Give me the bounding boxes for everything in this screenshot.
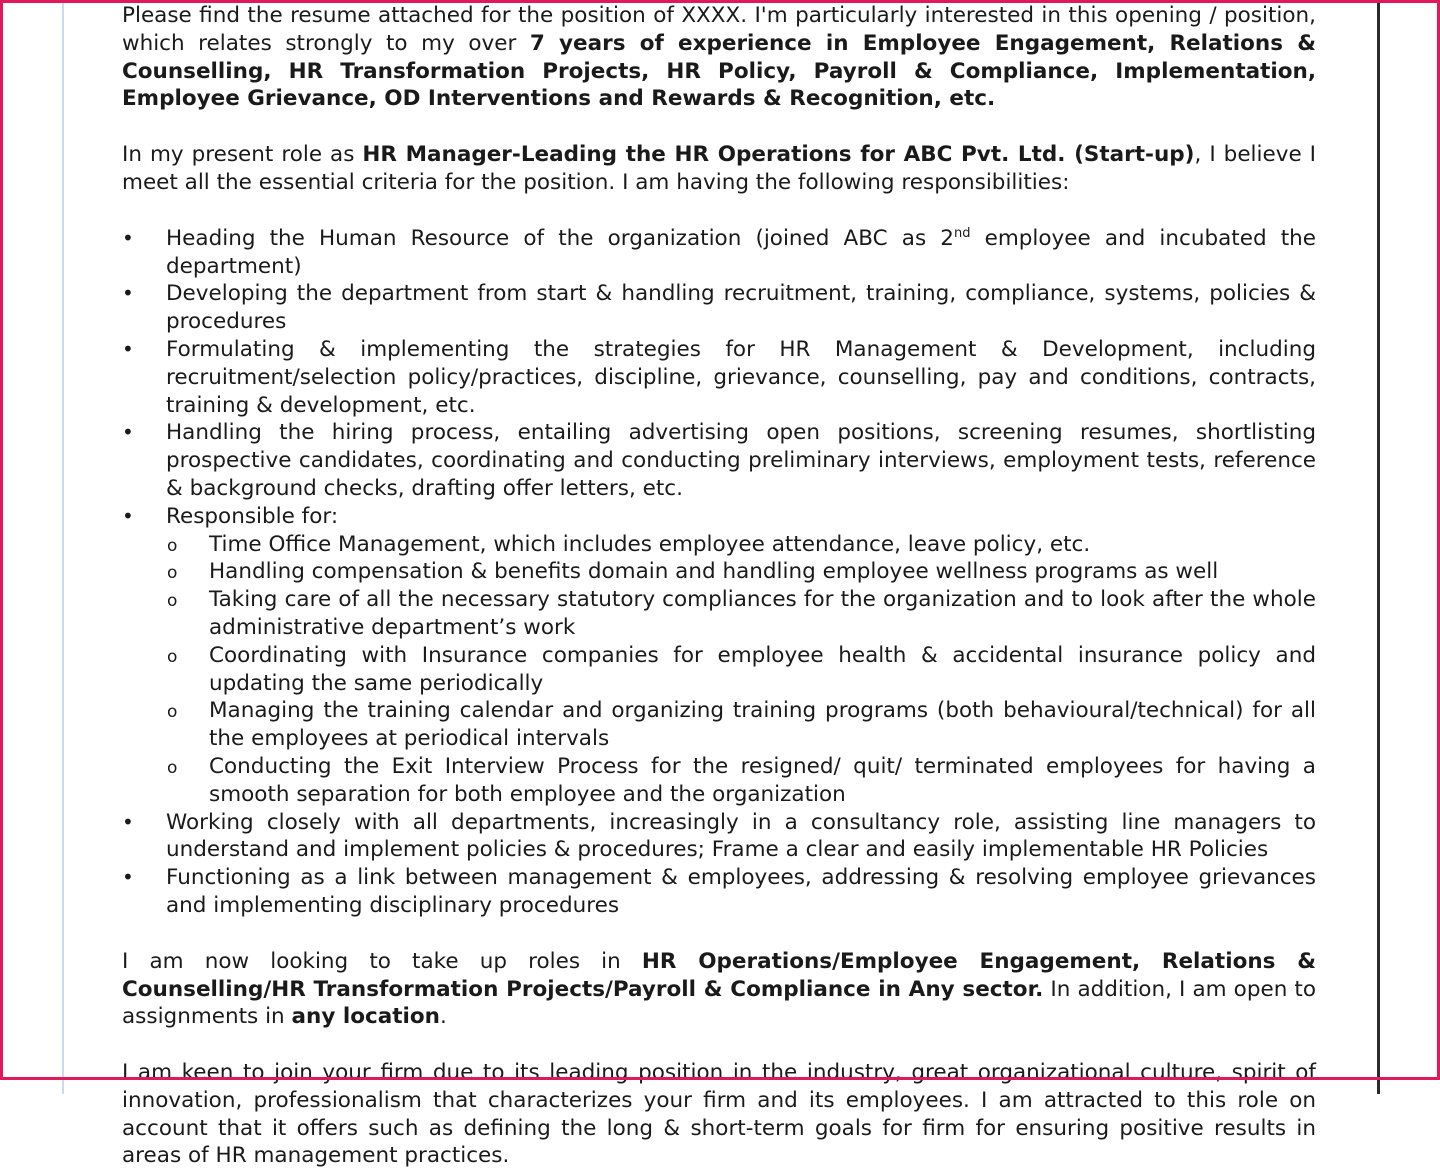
- intro-text: Please find the resume attached for the position of XXXX. I'm particularly interested in this opening / position, which relates strongly to my over: [122, 3, 1316, 56]
- list-item-text: employee and incubated the department): [166, 225, 1316, 279]
- list-item: • Functioning as a link between management & employees, addressing & resolving employee grievances and implementing disciplinary procedures: [122, 864, 1316, 920]
- experience-highlight: 7 years of experience in Employee Engagement, Relations & Counselling, HR Transformation Projects, HR Policy, Payroll & Compliance, Implementation, Employee Grievance, OD Interventions and Rewards & Recognition, etc.: [122, 30, 1316, 112]
- present-role-lead: In my present role as: [122, 142, 363, 168]
- list-item: [122, 225, 1316, 281]
- sub-list-item: o Coordinating with Insurance companies for employee health & accidental insurance policy and updating the same periodically: [166, 642, 1316, 698]
- roles-sought-tail: .: [439, 1004, 447, 1030]
- list-item: [122, 503, 1316, 809]
- list-item-text: Responsible for:: [166, 503, 339, 529]
- present-role-paragraph: [122, 141, 1316, 197]
- responsibilities-list: [122, 225, 1316, 920]
- roles-sought-paragraph: [122, 948, 1316, 1031]
- list-item-text: Heading the Human Resource of the organization (joined ABC as 2: [166, 225, 954, 251]
- sub-list-item: o Time Office Management, which includes employee attendance, leave policy, etc.: [166, 531, 1316, 559]
- location-highlight: any location: [291, 1004, 440, 1030]
- list-item: • Formulating & implementing the strategies for HR Management & Development, including recruitment/selection policy/practices, discipline, grievance, counselling, pay and conditions, contracts, training & development, etc.: [122, 336, 1316, 419]
- list-item: • Working closely with all departments, increasingly in a consultancy role, assisting line managers to understand and implement policies & procedures; Frame a clear and easily implementable HR Policies: [122, 809, 1316, 865]
- sub-list-item: o Taking care of all the necessary statutory compliances for the organization and to look after the whole administrative department’s work: [166, 586, 1316, 642]
- list-item: • Handling the hiring process, entailing advertising open positions, screening resumes, shortlisting prospective candidates, coordinating and conducting preliminary interviews, employment tests, reference & background checks, drafting offer letters, etc.: [122, 419, 1316, 502]
- letter-body: [122, 2, 1316, 1170]
- sub-list-item: o Handling compensation & benefits domain and handling employee wellness programs as well: [166, 558, 1316, 586]
- roles-sought-highlight: HR Operations/Employee Engagement, Relations & Counselling/HR Transformation Projects/Payroll & Compliance in Any sector.: [122, 948, 1316, 1002]
- roles-sought-lead: I am now looking to take up roles in: [122, 948, 642, 974]
- present-role-title: HR Manager-Leading the HR Operations for ABC Pvt. Ltd. (Start-up): [362, 142, 1195, 168]
- present-role-tail: , I believe I meet all the essential criteria for the position. I am having the following responsibilities:: [122, 142, 1317, 195]
- roles-sought-mid: In addition, I am open to assignments in: [122, 976, 1317, 1030]
- ordinal-superscript: nd: [953, 225, 971, 241]
- intro-paragraph: [122, 2, 1316, 113]
- list-item: • Developing the department from start & handling recruitment, training, compliance, systems, policies & procedures: [122, 280, 1316, 336]
- sub-list: [166, 531, 1316, 809]
- sub-list-item: o Managing the training calendar and organizing training programs (both behavioural/technical) for all the employees at periodical intervals: [166, 697, 1316, 753]
- closing-paragraph: I am keen to join your firm due to its leading position in the industry, great organizational culture, spirit of innovation, professionalism that characterizes your firm and its employees. I am attracted to this role on account that it offers such as defining the long & short-term goals for firm for ensuring positive results in areas of HR management practices.: [122, 1060, 1316, 1169]
- sub-list-item: o Conducting the Exit Interview Process for the resigned/ quit/ terminated employees for having a smooth separation for both employee and the organization: [166, 753, 1316, 809]
